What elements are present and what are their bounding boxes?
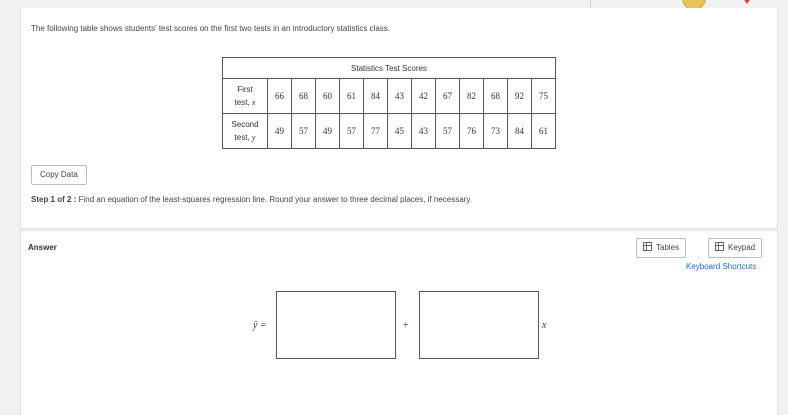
row-header-line2: test, xyxy=(234,133,250,142)
table-cell: 57 xyxy=(436,114,460,149)
question-intro: The following table shows students' test scores on the first two tests in an introductory statistics class. xyxy=(31,24,391,33)
step-text: Find an equation of the least-squares regression line. Round your answer to three decimal places, if necessary. xyxy=(78,195,472,204)
table-cell: 66 xyxy=(268,79,292,114)
slope-input[interactable] xyxy=(419,291,539,359)
yhat-symbol: ŷ xyxy=(253,320,258,331)
row-header-line2: test, xyxy=(234,98,250,107)
table-cell: 49 xyxy=(268,114,292,149)
table-cell: 43 xyxy=(388,79,412,114)
table-caption: Statistics Test Scores xyxy=(223,58,556,79)
table-cell: 76 xyxy=(460,114,484,149)
copy-data-button[interactable]: Copy Data xyxy=(31,165,87,185)
table-cell: 42 xyxy=(412,79,436,114)
row-variable: y xyxy=(251,133,256,142)
keypad-icon xyxy=(715,242,724,251)
question-card xyxy=(20,8,778,229)
row-variable: x xyxy=(251,98,256,107)
table-cell: 57 xyxy=(340,114,364,149)
table-cell: 73 xyxy=(484,114,508,149)
table-cell: 61 xyxy=(340,79,364,114)
scores-table xyxy=(222,57,556,149)
table-cell: 45 xyxy=(388,114,412,149)
row-header-line1: Second xyxy=(231,120,259,129)
table-cell: 57 xyxy=(292,114,316,149)
table-cell: 92 xyxy=(508,79,532,114)
table-icon xyxy=(643,242,652,251)
keypad-button[interactable] xyxy=(708,238,762,258)
row-header-second xyxy=(223,114,268,149)
table-cell: 60 xyxy=(316,79,340,114)
intercept-input[interactable] xyxy=(276,291,396,359)
tables-label: Tables xyxy=(656,243,680,252)
table-cell: 77 xyxy=(364,114,388,149)
row-header-first xyxy=(223,79,268,114)
yhat-label xyxy=(253,320,266,331)
table-row xyxy=(223,114,556,149)
table-cell: 49 xyxy=(316,114,340,149)
keyboard-shortcuts-link[interactable]: Keyboard Shortcuts xyxy=(686,262,757,271)
table-cell: 68 xyxy=(292,79,316,114)
top-bar-divider xyxy=(590,0,591,8)
table-cell: 84 xyxy=(364,79,388,114)
table-cell: 68 xyxy=(484,79,508,114)
table-cell: 67 xyxy=(436,79,460,114)
step-number: Step 1 of 2 : xyxy=(31,195,77,204)
table-cell: 43 xyxy=(412,114,436,149)
x-variable: x xyxy=(542,320,547,331)
equals-sign: = xyxy=(260,320,267,331)
table-cell: 75 xyxy=(532,79,556,114)
step-instructions xyxy=(31,195,472,204)
keypad-label: Keypad xyxy=(728,243,756,252)
table-cell: 61 xyxy=(532,114,556,149)
table-cell: 82 xyxy=(460,79,484,114)
row-header-line1: First xyxy=(237,85,253,94)
tables-button[interactable] xyxy=(636,238,686,258)
top-bar xyxy=(0,0,788,8)
table-row xyxy=(223,79,556,114)
answer-label: Answer xyxy=(28,243,57,252)
answer-card xyxy=(20,230,778,415)
heart-icon xyxy=(740,0,754,4)
table-cell: 84 xyxy=(508,114,532,149)
plus-sign: + xyxy=(403,320,409,331)
